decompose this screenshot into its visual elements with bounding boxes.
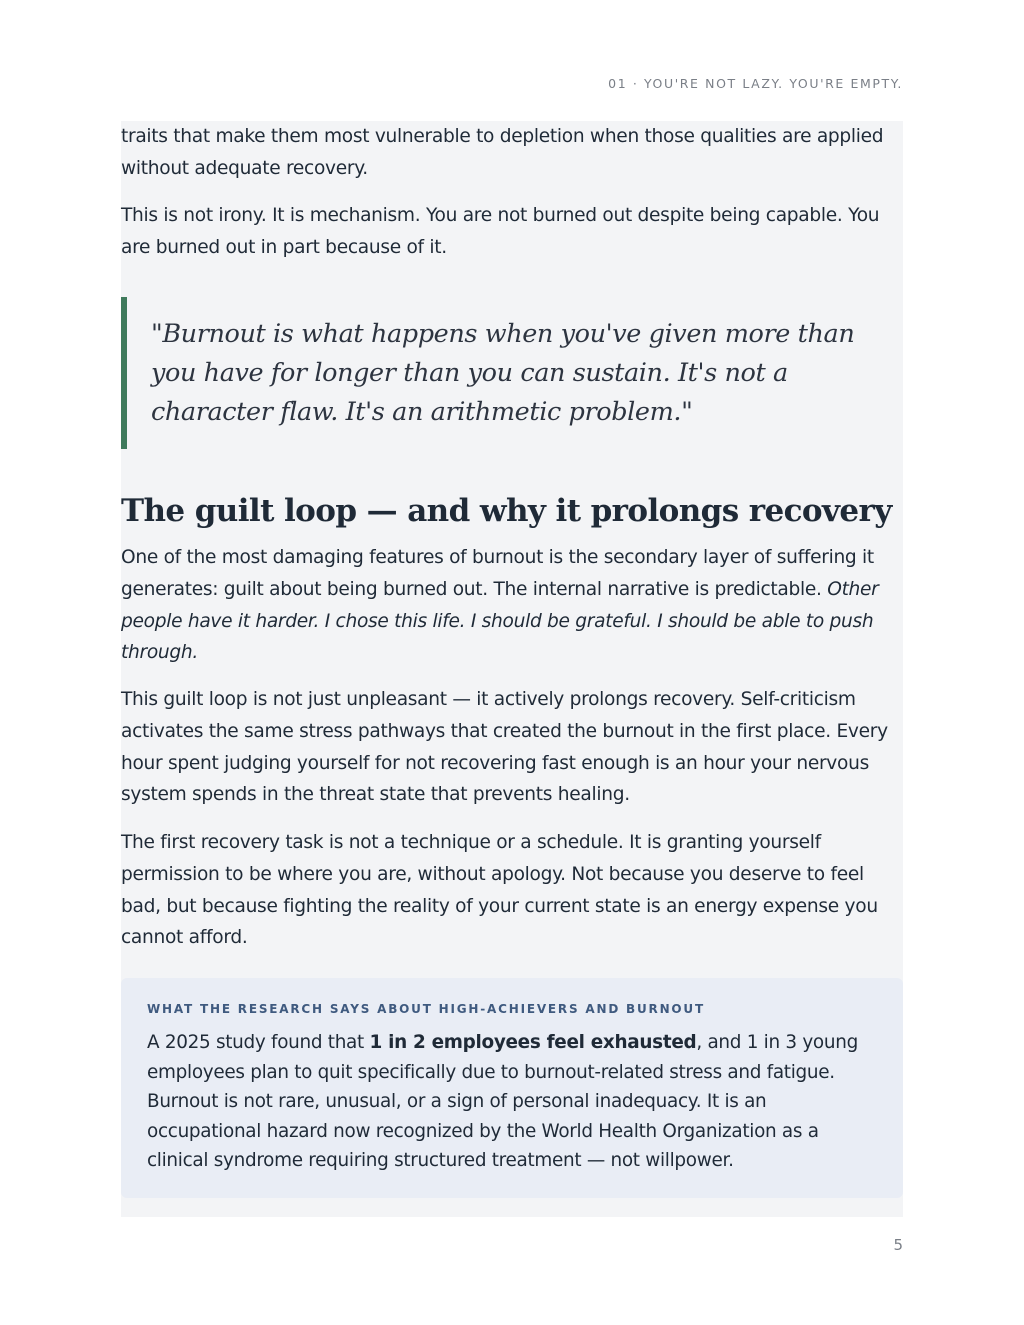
paragraph-guilt-loop: This guilt loop is not just unpleasant — it actively prolongs recovery. Self-criticism activates the same stress pathways that created the burnout in the first place. Every hour spent judging yourself for not recovering fast enough is an hour your nervous system spends in the threat state that prevents healing. [121,689,888,806]
callout-statistic-bold: 1 in 2 employees feel exhausted [369,1032,697,1053]
pull-quote [121,297,903,449]
callout-text-end: , and 1 in 3 young employees plan to quit specifically due to burnout-related stress and fatigue. Burnout is not rare, unusual, or a sign of personal inadequacy. It is an occupational hazard now recognized by the World Health Organization as a clinical syndrome requiring structured treatment — not willpower. [147,1032,858,1172]
callout-text-start: A 2025 study found that [147,1032,370,1053]
research-callout [121,978,903,1198]
paragraph-guilt-intro [121,542,903,669]
page-number: 5 [893,1236,903,1254]
section-heading: The guilt loop — and why it prolongs recovery [121,493,892,529]
running-header: 01 · YOU'RE NOT LAZY. YOU'RE EMPTY. [608,76,903,91]
callout-title: WHAT THE RESEARCH SAYS ABOUT HIGH-ACHIEVERS AND BURNOUT [147,1002,705,1016]
paragraph-continuation: traits that make them most vulnerable to depletion when those qualities are applied without adequate recovery. [121,126,884,179]
quote-accent-bar [121,297,127,449]
pull-quote-text: "Burnout is what happens when you've given more than you have for longer than you can sustain. It's not a character flaw. It's an arithmetic problem." [151,319,855,427]
paragraph-guilt-intro-text: One of the most damaging features of burnout is the secondary layer of suffering it generates: guilt about being burned out. The internal narrative is predictable. [121,547,874,600]
inner-narrative-italic: Other people have it harder. I chose this life. I should be grateful. I should be able to push through. [121,578,879,664]
paragraph-first-task: The first recovery task is not a technique or a schedule. It is granting yourself permission to be where you are, without apology. Not because you deserve to feel bad, but because fighting the reality of your current state is an energy expense you cannot afford. [121,832,878,949]
paragraph-mechanism: This is not irony. It is mechanism. You are not burned out despite being capable. You are burned out in part because of it. [121,205,880,258]
callout-body [147,1028,877,1176]
